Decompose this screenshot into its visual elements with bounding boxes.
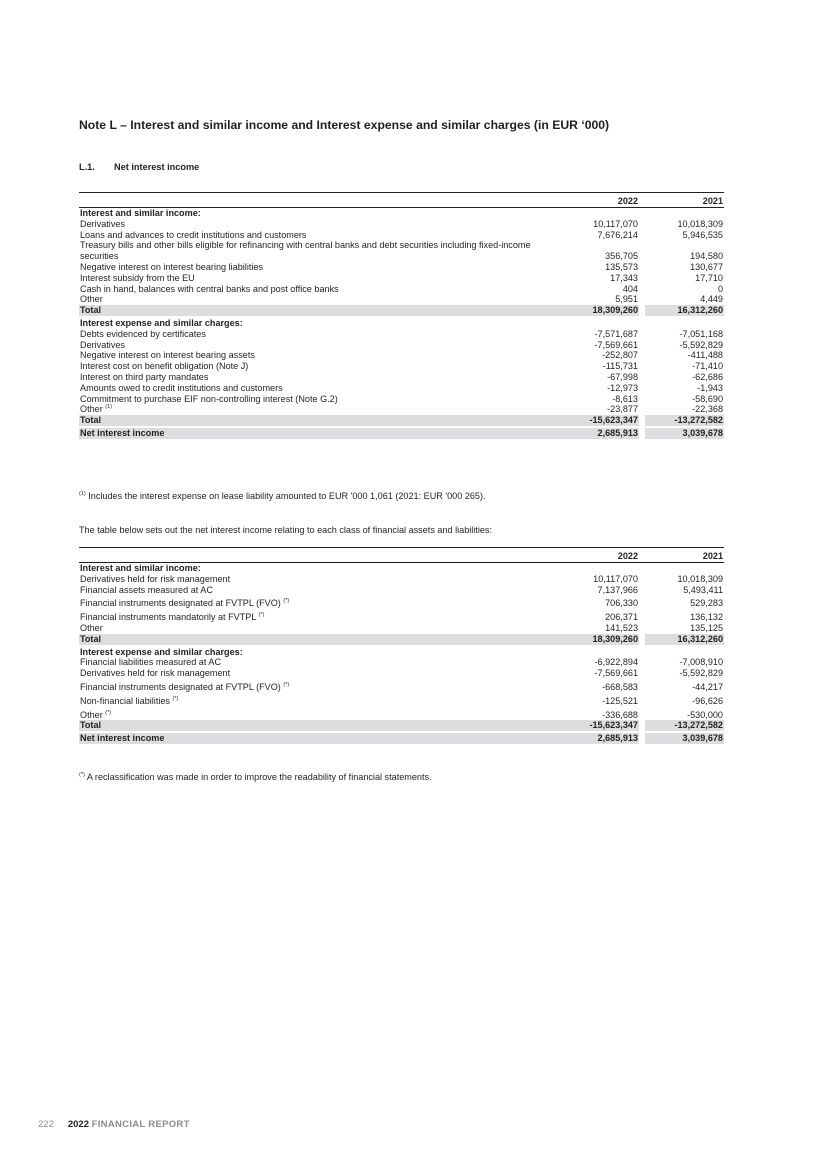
value-2022: -67,998 (607, 371, 638, 382)
row-label (79, 707, 561, 721)
row-label-text: Interest on third party mandates (80, 371, 209, 382)
header-label (79, 193, 561, 208)
row-label-text: Financial assets measured at AC (80, 584, 213, 595)
row-label (79, 273, 561, 284)
value-2021: 0 (717, 283, 723, 294)
table-row (79, 404, 724, 415)
net-interest-income-by-class-table (79, 547, 724, 746)
table-row (79, 329, 724, 340)
expense-heading-row (79, 317, 724, 329)
footnote-marker: (*) (172, 695, 179, 702)
value-2021: 10,018,309 (677, 573, 723, 584)
row-label-text: Other (80, 294, 103, 305)
value-2022: 17,343 (610, 272, 638, 283)
row-label-text: Total (80, 720, 102, 731)
footer-report-title: FINANCIAL REPORT (91, 1119, 190, 1130)
row-label-text: Total (80, 633, 102, 644)
row-label (79, 262, 561, 273)
row-label (79, 574, 561, 585)
value-2022: 141,523 (605, 622, 638, 633)
footnote-1 (79, 491, 486, 501)
page-number: 222 (38, 1119, 54, 1130)
table-row (79, 668, 724, 679)
row-label (79, 372, 561, 383)
header-2022: 2022 (561, 548, 639, 563)
row-label-text: Financial instruments mandatorily at FVTPL (80, 612, 257, 623)
value-2021: -5,592,829 (679, 668, 723, 679)
section-title: Net interest income (114, 162, 200, 172)
value-2022: 5,951 (615, 294, 638, 305)
footnote-marker: (*) (283, 598, 290, 605)
row-label (79, 623, 561, 634)
value-2021: 5,946,535 (682, 229, 723, 240)
footnote-marker: (*) (283, 681, 290, 688)
value-2021: -7,051,168 (679, 328, 723, 339)
row-label (79, 404, 561, 415)
value-2022: -15,623,347 (561, 720, 639, 732)
row-label (79, 693, 561, 707)
value-2021: -62,686 (692, 371, 723, 382)
expense-heading-row (79, 646, 724, 658)
row-label (79, 340, 561, 351)
row-label-text: Commitment to purchase EIF non-controlling interest (Note G.2) (80, 393, 338, 404)
row-label (79, 305, 561, 317)
value-2022: 7,137,966 (597, 584, 638, 595)
row-label (79, 732, 561, 745)
value-2022: -23,877 (607, 404, 638, 415)
value-2021: -22,368 (692, 404, 723, 415)
table-row (79, 585, 724, 596)
table-row (79, 372, 724, 383)
row-label (79, 284, 561, 295)
row-label (79, 240, 561, 262)
value-2021: 16,312,260 (645, 305, 724, 317)
header-2021: 2021 (645, 193, 724, 208)
row-label-text: Negative interest on interest bearing assets (80, 350, 255, 361)
value-2022: 706,330 (605, 598, 638, 609)
footnote-2 (79, 772, 432, 782)
value-2022: -668,583 (602, 681, 638, 692)
income-heading-row (79, 563, 724, 574)
row-label (79, 415, 561, 427)
section-heading (79, 162, 199, 172)
row-label (79, 679, 561, 693)
table-row (79, 340, 724, 351)
value-2022: 2,685,913 (561, 427, 639, 440)
header-label (79, 548, 561, 563)
footer-year: 2022 (67, 1119, 89, 1130)
table-row (79, 350, 724, 361)
value-2021: 130,677 (690, 261, 723, 272)
row-label (79, 383, 561, 394)
value-2022: -7,569,661 (594, 339, 638, 350)
row-label (79, 609, 561, 623)
row-label-text: Cash in hand, balances with central banks and post office banks (80, 283, 339, 294)
value-2021: 136,132 (690, 612, 723, 623)
value-2022: 206,371 (605, 612, 638, 623)
header-row (79, 548, 724, 563)
value-2021: 16,312,260 (645, 634, 724, 646)
table-row (79, 693, 724, 707)
row-label (79, 595, 561, 609)
value-2022: 2,685,913 (561, 732, 639, 745)
value-2021: 10,018,309 (677, 218, 723, 229)
row-label-text: Non-financial liabilities (80, 695, 170, 706)
row-label (79, 329, 561, 340)
expense-heading: Interest expense and similar charges: (80, 317, 243, 328)
row-label (79, 361, 561, 372)
row-label (79, 668, 561, 679)
row-label-text: Derivatives (80, 339, 125, 350)
income-total-row (79, 305, 724, 317)
value-2022: -7,569,661 (594, 668, 638, 679)
page-footer (38, 1119, 190, 1130)
row-label-text: Amounts owed to credit institutions and customers (80, 382, 283, 393)
footnote-marker: (*) (105, 709, 112, 716)
value-2022: -12,973 (607, 382, 638, 393)
row-label (79, 350, 561, 361)
value-2022: 18,309,260 (561, 305, 639, 317)
value-2021: -58,690 (692, 393, 723, 404)
row-label-text: Derivatives held for risk management (80, 573, 231, 584)
value-2021: 529,283 (690, 598, 723, 609)
row-label-text: Interest subsidy from the EU (80, 272, 195, 283)
value-2021: -7,008,910 (679, 657, 723, 668)
row-label-text: Net interest income (80, 733, 165, 744)
value-2021: 3,039,678 (645, 732, 724, 745)
value-2021: -71,410 (692, 361, 723, 372)
page-title: Note L – Interest and similar income and Interest expense and similar charges (in EUR ‘000) (79, 118, 610, 132)
table-row (79, 679, 724, 693)
value-2021: -96,626 (692, 695, 723, 706)
row-label-text: Other (80, 404, 103, 415)
value-2022: 404 (622, 283, 638, 294)
value-2022: -7,571,687 (594, 328, 638, 339)
row-label (79, 427, 561, 440)
value-2022: 18,309,260 (561, 634, 639, 646)
row-label-text: Loans and advances to credit institutions and customers (80, 229, 307, 240)
row-label-text: Derivatives (80, 218, 125, 229)
table-row (79, 657, 724, 668)
intro-text: The table below sets out the net interest income relating to each class of financial assets and liabilities: (79, 525, 492, 535)
value-2021: -411,488 (687, 350, 723, 361)
row-label-text: Other (80, 622, 103, 633)
net-interest-income-row (79, 427, 724, 440)
table-row (79, 240, 724, 262)
row-label-text: Interest cost on benefit obligation (Note J) (80, 361, 249, 372)
row-label (79, 230, 561, 241)
value-2021: 194,580 (690, 251, 723, 262)
footnote-2-text: A reclassification was made in order to improve the readability of financial statements. (86, 772, 432, 782)
table-row (79, 574, 724, 585)
table-row (79, 394, 724, 405)
row-label (79, 720, 561, 732)
value-2022: -115,731 (602, 361, 638, 372)
header-row (79, 193, 724, 208)
footnote-2-marker: (*) (79, 771, 85, 778)
row-label-text: Debts evidenced by certificates (80, 328, 206, 339)
table-row (79, 595, 724, 609)
value-2021: 5,493,411 (683, 584, 723, 595)
value-2021: 4,449 (700, 294, 723, 305)
table-row (79, 623, 724, 634)
table-row (79, 294, 724, 305)
row-label-text: Financial instruments designated at FVTPL (FVO) (80, 598, 281, 609)
value-2021: -13,272,582 (645, 415, 724, 427)
table-row (79, 707, 724, 721)
income-total-row (79, 634, 724, 646)
row-label-text: Treasury bills and other bills eligible for refinancing with central banks and debt securities including fixed-income securities (80, 240, 531, 262)
table-row (79, 219, 724, 230)
row-label (79, 294, 561, 305)
expense-total-row (79, 415, 724, 427)
expense-heading: Interest expense and similar charges: (80, 646, 243, 657)
net-interest-income-table (79, 192, 724, 441)
footnote-marker: (1) (105, 404, 113, 411)
value-2021: -44,217 (692, 681, 723, 692)
footnote-1-text: Includes the interest expense on lease liability amounted to EUR '000 1,061 (2021: EUR '000 265). (88, 491, 486, 501)
value-2022: 10,117,070 (593, 218, 638, 229)
value-2021: 135,125 (690, 622, 723, 633)
footnote-marker: (*) (258, 612, 265, 619)
row-label (79, 634, 561, 646)
row-label (79, 394, 561, 405)
section-number: L.1. (79, 162, 95, 172)
table-row (79, 284, 724, 295)
header-2022: 2022 (561, 193, 639, 208)
income-heading: Interest and similar income: (80, 208, 201, 218)
row-label-text: Net interest income (80, 427, 165, 438)
value-2021: -1,943 (697, 382, 723, 393)
value-2021: 3,039,678 (645, 427, 724, 440)
table-row (79, 361, 724, 372)
value-2021: 17,710 (695, 272, 723, 283)
row-label-text: Negative interest on interest bearing liabilities (80, 261, 263, 272)
row-label-text: Total (80, 415, 102, 426)
row-label-text: Total (80, 305, 102, 316)
row-label (79, 657, 561, 668)
value-2022: -15,623,347 (561, 415, 639, 427)
income-heading: Interest and similar income: (80, 563, 201, 573)
value-2022: -252,807 (602, 350, 638, 361)
table-row (79, 609, 724, 623)
value-2021: -13,272,582 (645, 720, 724, 732)
row-label-text: Other (80, 709, 103, 720)
value-2022: 356,705 (605, 251, 638, 262)
value-2022: 135,573 (605, 261, 638, 272)
footnote-1-marker: (1) (79, 490, 86, 497)
row-label (79, 219, 561, 230)
value-2022: 10,117,070 (593, 573, 638, 584)
value-2021: -5,592,829 (679, 339, 723, 350)
row-label-text: Financial liabilities measured at AC (80, 657, 222, 668)
row-label-text: Financial instruments designated at FVTPL (FVO) (80, 681, 281, 692)
value-2022: -336,688 (602, 709, 638, 720)
value-2022: -8,613 (612, 393, 638, 404)
value-2022: 7,676,214 (597, 229, 638, 240)
expense-total-row (79, 720, 724, 732)
value-2022: -6,922,894 (594, 657, 638, 668)
table-row (79, 262, 724, 273)
header-2021: 2021 (645, 548, 724, 563)
table-row (79, 273, 724, 284)
row-label-text: Derivatives held for risk management (80, 668, 231, 679)
value-2022: -125,521 (602, 695, 638, 706)
table-row (79, 383, 724, 394)
value-2021: -530,000 (687, 709, 723, 720)
table-row (79, 230, 724, 241)
income-heading-row (79, 208, 724, 219)
net-interest-income-row (79, 732, 724, 745)
row-label (79, 585, 561, 596)
